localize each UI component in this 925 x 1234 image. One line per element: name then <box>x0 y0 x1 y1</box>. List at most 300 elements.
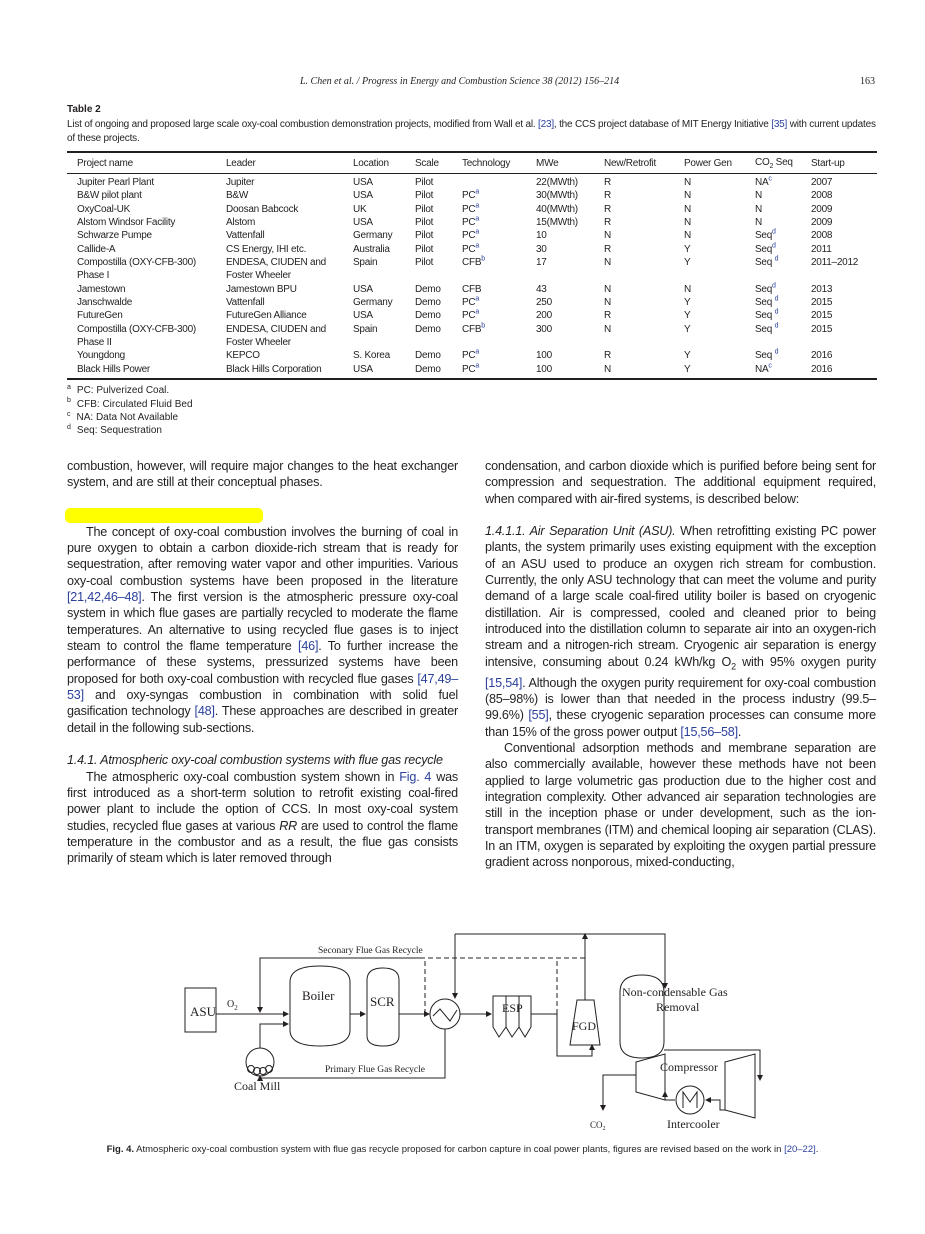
cell-text: 200 <box>536 310 552 322</box>
cell-mwe <box>526 283 594 296</box>
cell-location <box>343 229 405 242</box>
cell-new-retrofit <box>594 296 674 309</box>
cell-location <box>343 323 405 350</box>
cell-text: PC <box>462 190 476 202</box>
cell-leader <box>216 256 343 283</box>
footnote-mark-link[interactable]: a <box>475 362 480 370</box>
cell-startup <box>801 349 877 362</box>
cell-startup <box>801 296 877 309</box>
cell-startup <box>801 203 877 216</box>
cell-text: Y <box>684 350 691 362</box>
cell-text: 2015 <box>811 297 833 309</box>
cell-scale <box>405 363 452 379</box>
cell-scale <box>405 296 452 309</box>
text-run: Conventional adsorption methods and membrane separation are also commercially available, however these methods have not been applied to large volumetric gas production due to the higher cost and integration complexity. Other advanced air separation technologies are still in the inception phase or under development, such as the ion-transport membranes (ITM) and chemical looping air separation (CLAS). In an ITM, oxygen is separated by exploiting the oxygen partial pressure gradient across nonporous, mixed-conducting, <box>485 741 876 870</box>
header-power-gen: Power Gen <box>674 152 745 174</box>
table-row <box>67 283 877 296</box>
footnote-mark-link[interactable]: d <box>772 242 776 250</box>
cell-text: Janschwalde <box>77 297 133 309</box>
cell-text: Pilot <box>415 217 434 229</box>
footnote <box>67 398 877 411</box>
text-run: was first introduced as a short-term solution to retrofit existing coal-fired power plant to include the option of CCS. In most oxy-coal system studies, recycled flue gases at various <box>67 769 458 833</box>
cell-startup <box>801 309 877 322</box>
figure-caption-text: Atmospheric oxy-coal combustion system with flue gas recycle proposed for carbon capture in coal power plants, figures are revised based on the work in <box>134 1144 785 1155</box>
cell-text: Spain <box>353 323 378 335</box>
cell-text: Pilot <box>415 230 434 242</box>
citation-link[interactable]: [23] <box>538 119 554 130</box>
cell-startup <box>801 363 877 379</box>
cell-text: R <box>604 243 611 255</box>
cell-leader <box>216 243 343 256</box>
cell-mwe <box>526 189 594 202</box>
cell-text: Germany <box>353 230 393 242</box>
cell-text: R <box>604 203 611 215</box>
cell-text: N <box>604 257 611 269</box>
cell-mwe <box>526 256 594 283</box>
cell-mwe <box>526 349 594 362</box>
cell-co2-seq <box>745 189 801 202</box>
header-co2-text: CO <box>755 157 770 168</box>
footnote-mark-link[interactable]: b <box>481 322 485 330</box>
cell-location <box>343 216 405 229</box>
label-esp: ESP <box>502 1001 523 1015</box>
figure-caption-end: . <box>815 1144 819 1155</box>
cell-text: N <box>684 230 691 242</box>
cell-text: Y <box>684 310 691 322</box>
cell-text: Compostilla (OXY-CFB-300) Phase I <box>77 257 196 282</box>
running-head-citation: L. Chen et al. / Progress in Energy and Combustion Science 38 (2012) 156–214 <box>300 76 620 87</box>
cell-text: NA <box>755 363 769 375</box>
cell-leader <box>216 189 343 202</box>
footnote-mark-link[interactable]: d <box>774 322 779 330</box>
cell-text: S. Korea <box>353 350 390 362</box>
cell-location <box>343 243 405 256</box>
citation-link[interactable]: Fig. 4 <box>399 769 432 784</box>
cell-scale <box>405 323 452 350</box>
table-row <box>67 309 877 322</box>
footnote-mark-link[interactable]: c <box>768 175 772 183</box>
footnote-text: PC: Pulverized Coal. <box>76 385 170 397</box>
cell-text: KEPCO <box>226 350 260 362</box>
cell-technology <box>452 216 526 229</box>
cell-text: N <box>684 190 691 202</box>
citation-link[interactable]: [55] <box>528 708 549 723</box>
cell-co2-seq <box>745 323 801 350</box>
citation-link[interactable]: [21,42,46–48] <box>67 590 142 605</box>
footnote-mark-link[interactable]: a <box>475 189 480 197</box>
cell-project <box>67 349 216 362</box>
table-row <box>67 256 877 283</box>
cell-text: 2008 <box>811 190 833 202</box>
cell-power-gen <box>674 243 745 256</box>
cell-leader <box>216 323 343 350</box>
cell-co2-seq <box>745 283 801 296</box>
text-run: The concept of oxy-coal combustion involves the burning of coal in pure oxygen to obtain a carbon dioxide-rich stream that is ready for sequestration, after removing water vapor and other impurities. Various oxy-coal combustion systems have been proposed in the literature <box>67 524 458 588</box>
cell-mwe <box>526 216 594 229</box>
cell-text: Demo <box>415 283 441 295</box>
cell-project <box>67 363 216 379</box>
cell-text: N <box>755 203 762 215</box>
cell-startup <box>801 256 877 283</box>
cell-location <box>343 283 405 296</box>
section-subheading <box>67 752 458 768</box>
cell-text: 43 <box>536 283 547 295</box>
table-row <box>67 296 877 309</box>
cell-technology <box>452 174 526 190</box>
footnote-mark-link[interactable]: d <box>774 309 779 317</box>
cell-text: Demo <box>415 350 441 362</box>
cell-scale <box>405 229 452 242</box>
cell-technology <box>452 323 526 350</box>
cell-new-retrofit <box>594 256 674 283</box>
cell-technology <box>452 363 526 379</box>
cell-text: Australia <box>353 243 390 255</box>
text-run: 1.4.1.1. Air Separation Unit (ASU). <box>485 524 676 539</box>
cell-co2-seq <box>745 243 801 256</box>
label-compressor: Compressor <box>660 1060 718 1074</box>
cell-text: Black Hills Corporation <box>226 363 322 375</box>
cell-text: Seq <box>755 257 775 269</box>
cell-text: PC <box>462 297 476 309</box>
cell-text: CFB <box>462 283 482 295</box>
cell-text: Pilot <box>415 203 434 215</box>
text-run: condensation, and carbon dioxide which is purified before being sent for compression and sequestration. The additional equipment required, when compared with air-fired systems, is described below: <box>485 459 876 506</box>
text-run: . The first version is the atmospheric pressure oxy-coal system in which flue gases are partially recycled to moderate the flame temperatures. An alternative to using recycled flue gases is to inject steam to control the flame temperature <box>67 590 458 654</box>
cell-text: PC <box>462 243 476 255</box>
cell-new-retrofit <box>594 243 674 256</box>
intercooler-icon <box>676 1086 704 1114</box>
cell-text: Jupiter Pearl Plant <box>77 177 154 188</box>
table-row <box>67 203 877 216</box>
cell-text: USA <box>353 363 373 375</box>
cell-text: N <box>604 230 611 242</box>
footnote-mark-link[interactable]: a <box>475 229 480 237</box>
footnote-mark-link[interactable]: a <box>475 215 480 223</box>
cell-new-retrofit <box>594 216 674 229</box>
cell-text: Schwarze Pumpe <box>77 230 152 242</box>
text-run: . To further increase the performance of these systems, pressurized systems have been proposed for both oxy-coal combustion with recycled flue gases <box>67 639 459 686</box>
cell-project <box>67 189 216 202</box>
label-boiler: Boiler <box>302 988 335 1003</box>
citation-link[interactable]: [47,49–53] <box>67 671 458 703</box>
cell-project <box>67 203 216 216</box>
text-run: . Although the oxygen purity requirement for oxy-coal combustion (85–98%) is lower than that needed in the process industry (99.5–99.6%) <box>485 675 876 723</box>
cell-text: Y <box>684 243 691 255</box>
text-run: When retrofitting existing PC power plants, the system primarily uses existing equipment with the exception of an ASU used to produce an oxygen rich stream for combustion. Currently, the only ASU technology that can meet the volume and purity demand of a large scale coal-fired utility boiler is based on cryogenic distillation. Air is compressed, cooled and cleaned prior to being introduced into the distillation column to separate air into an oxygen-rich stream and a nitrogen-rich stream. Cryogenic air separation is energy intensive, consuming about 0.24 kWh/kg O <box>485 524 876 669</box>
cell-text: PC <box>462 230 476 242</box>
text-run: combustion, however, will require major changes to the heat exchanger system, and are still at their conceptual phases. <box>67 459 458 490</box>
cell-startup <box>801 189 877 202</box>
cell-co2-seq <box>745 309 801 322</box>
cell-text: ENDESA, CIUDEN and Foster Wheeler <box>226 323 326 349</box>
cell-scale <box>405 189 452 202</box>
cell-project <box>67 243 216 256</box>
cell-text: Alstom Windsor Facility <box>77 217 176 229</box>
citation-link[interactable]: [15,54] <box>485 675 523 690</box>
cell-text: Vattenfall <box>226 230 265 242</box>
footnote-mark-link[interactable]: b <box>481 255 485 263</box>
table-row <box>67 189 877 202</box>
header-location: Location <box>343 152 405 174</box>
cell-text: PC <box>462 363 476 375</box>
projects-table <box>67 151 877 380</box>
cell-location <box>343 174 405 190</box>
cell-co2-seq <box>745 203 801 216</box>
cell-leader <box>216 283 343 296</box>
cell-text: B&W <box>226 190 249 202</box>
footnote-mark: d <box>67 424 71 432</box>
cell-text: 40(MWth) <box>536 203 578 215</box>
cell-startup <box>801 229 877 242</box>
cell-text: N <box>755 217 762 229</box>
cell-power-gen <box>674 323 745 350</box>
footnote-mark-link[interactable]: a <box>475 202 480 210</box>
cell-text: 2013 <box>811 283 833 295</box>
cell-text: USA <box>353 310 373 322</box>
cell-project <box>67 323 216 350</box>
text-run: 1.4.1. Atmospheric oxy-coal combustion systems with flue gas recycle <box>67 753 443 768</box>
cell-mwe <box>526 309 594 322</box>
citation-link[interactable]: [48] <box>194 704 215 719</box>
cell-power-gen <box>674 174 745 190</box>
cell-location <box>343 349 405 362</box>
figure-4-process-diagram <box>170 925 800 1135</box>
header-project: Project name <box>67 152 216 174</box>
cell-text: Seq <box>755 297 775 309</box>
cell-mwe <box>526 323 594 350</box>
boiler-vessel <box>290 966 350 1046</box>
header-startup: Start-up <box>801 152 877 174</box>
cell-text: NA <box>755 177 769 188</box>
cell-text: N <box>604 297 611 309</box>
table-block <box>67 103 877 438</box>
right-text-column <box>485 458 876 871</box>
label-co2: $CO_2$ <box>590 1120 606 1132</box>
cell-power-gen <box>674 229 745 242</box>
cell-scale <box>405 349 452 362</box>
cell-power-gen <box>674 349 745 362</box>
cell-text: Spain <box>353 257 378 269</box>
footnote-mark-link[interactable]: a <box>475 309 480 317</box>
cell-power-gen <box>674 203 745 216</box>
cell-new-retrofit <box>594 363 674 379</box>
cell-text: ENDESA, CIUDEN and Foster Wheeler <box>226 257 326 282</box>
cell-leader <box>216 309 343 322</box>
cell-text: Seq <box>755 310 775 322</box>
footnote-mark-link[interactable]: d <box>772 229 776 237</box>
table-row <box>67 349 877 362</box>
cell-text: 2007 <box>811 177 833 188</box>
citation-link[interactable]: [35] <box>771 119 788 130</box>
cell-project <box>67 229 216 242</box>
footnote-mark-link[interactable]: a <box>475 295 480 303</box>
footnote-mark-link[interactable]: d <box>774 295 779 303</box>
footnote-mark: b <box>67 397 71 405</box>
cell-co2-seq <box>745 174 801 190</box>
cell-technology <box>452 243 526 256</box>
cell-text: USA <box>353 283 373 295</box>
cell-text: Vattenfall <box>226 297 265 309</box>
cell-text: N <box>684 177 691 188</box>
cell-text: R <box>604 190 611 202</box>
cell-text: 300 <box>536 323 552 335</box>
cell-technology <box>452 309 526 322</box>
cell-mwe <box>526 174 594 190</box>
cell-new-retrofit <box>594 283 674 296</box>
cell-leader <box>216 349 343 362</box>
paragraph <box>67 524 458 736</box>
figure-caption <box>0 1144 925 1155</box>
cell-location <box>343 189 405 202</box>
label-primary-recycle: Primary Flue Gas Recycle <box>325 1065 425 1075</box>
cell-text: CFB <box>462 323 482 335</box>
cell-text: R <box>604 310 611 322</box>
text-run: , the CCS project database of MIT Energy Initiative <box>553 119 772 130</box>
label-asu: ASU <box>190 1004 217 1019</box>
footnote-mark: c <box>67 410 71 418</box>
cell-text: Demo <box>415 310 441 322</box>
cell-text: Seq <box>755 243 773 255</box>
cell-technology <box>452 283 526 296</box>
label-fgd: FGD <box>572 1019 597 1033</box>
cell-power-gen <box>674 216 745 229</box>
cell-text: 2015 <box>811 323 833 335</box>
cell-scale <box>405 203 452 216</box>
text-run: The atmospheric oxy-coal combustion system shown in <box>86 769 400 784</box>
cell-startup <box>801 243 877 256</box>
footnote-mark-link[interactable]: a <box>475 242 480 250</box>
cell-text: Compostilla (OXY-CFB-300) Phase II <box>77 323 196 349</box>
cell-location <box>343 363 405 379</box>
cell-text: Youngdong <box>77 350 125 362</box>
header-scale: Scale <box>405 152 452 174</box>
cell-power-gen <box>674 296 745 309</box>
footnote-mark-link[interactable]: c <box>768 362 772 370</box>
footnote-mark-link[interactable]: a <box>475 349 480 357</box>
cell-text: Black Hills Power <box>77 363 150 375</box>
cell-project <box>67 283 216 296</box>
cell-co2-seq <box>745 296 801 309</box>
cell-co2-seq <box>745 363 801 379</box>
cell-co2-seq <box>745 349 801 362</box>
cell-text: Y <box>684 257 691 269</box>
cell-text: Pilot <box>415 177 434 188</box>
cell-text: FutureGen <box>77 310 123 322</box>
figure-caption-label: Fig. 4. <box>106 1144 135 1155</box>
cell-power-gen <box>674 283 745 296</box>
cell-mwe <box>526 203 594 216</box>
header-mwe: MWe <box>526 152 594 174</box>
header-co2-seq <box>745 152 801 174</box>
cell-text: Demo <box>415 297 441 309</box>
cell-technology <box>452 229 526 242</box>
cell-scale <box>405 174 452 190</box>
cell-text: N <box>684 217 691 229</box>
cell-text: PC <box>462 310 476 322</box>
cell-text: 2011–2012 <box>811 257 859 269</box>
label-ncg-line1: Non-condensable Gas <box>622 985 728 999</box>
cell-mwe <box>526 296 594 309</box>
cell-text: Demo <box>415 363 441 375</box>
cell-text: FutureGen Alliance <box>226 310 307 322</box>
cell-scale <box>405 256 452 283</box>
cell-project <box>67 174 216 190</box>
cell-text: 10 <box>536 230 547 242</box>
cell-power-gen <box>674 189 745 202</box>
cell-co2-seq <box>745 256 801 283</box>
footnote-mark-link[interactable]: d <box>774 255 779 263</box>
cell-new-retrofit <box>594 229 674 242</box>
paragraph <box>485 458 876 507</box>
table-row <box>67 216 877 229</box>
figure-caption-reference-link[interactable]: [20–22] <box>784 1144 816 1155</box>
cell-text: Jupiter <box>226 177 255 188</box>
paragraph <box>485 523 876 740</box>
cell-text: 30 <box>536 243 547 255</box>
cell-text: PC <box>462 217 476 229</box>
cell-project <box>67 256 216 283</box>
label-secondary-recycle: Seconary Flue Gas Recycle <box>318 946 423 956</box>
footnote-mark: a <box>67 383 71 391</box>
footnote-mark-link[interactable]: d <box>774 349 779 357</box>
paragraph <box>485 740 876 871</box>
cell-power-gen <box>674 309 745 322</box>
cell-text: 2016 <box>811 363 833 375</box>
cell-text: Demo <box>415 323 441 335</box>
cell-text: 2008 <box>811 230 833 242</box>
citation-link[interactable]: [15,56–58] <box>680 724 738 739</box>
cell-text: 2009 <box>811 203 833 215</box>
header-technology: Technology <box>452 152 526 174</box>
cell-text: R <box>604 177 611 188</box>
cell-text: 2009 <box>811 217 833 229</box>
cell-text: N <box>604 363 611 375</box>
cell-text: N <box>604 323 611 335</box>
cell-text: 250 <box>536 297 552 309</box>
cell-text: PC <box>462 203 476 215</box>
cell-text: 100 <box>536 350 552 362</box>
footnote-text: NA: Data Not Available <box>76 411 179 423</box>
table-row <box>67 243 877 256</box>
cell-text: Jamestown BPU <box>226 283 297 295</box>
header-seq-text: Seq <box>773 157 793 168</box>
cell-text: Pilot <box>415 190 434 202</box>
table-header-row <box>67 152 877 174</box>
citation-link[interactable]: [46] <box>298 639 319 654</box>
cell-technology <box>452 189 526 202</box>
paragraph <box>67 769 458 867</box>
cell-text: 2016 <box>811 350 833 362</box>
cell-text: Germany <box>353 297 393 309</box>
header-leader: Leader <box>216 152 343 174</box>
cell-text: 2011 <box>811 243 832 255</box>
cell-scale <box>405 243 452 256</box>
cell-text: B&W pilot plant <box>77 190 142 202</box>
cell-leader <box>216 174 343 190</box>
cell-text: Y <box>684 363 691 375</box>
cell-project <box>67 296 216 309</box>
table-row <box>67 363 877 379</box>
cell-text: 100 <box>536 363 552 375</box>
cell-startup <box>801 323 877 350</box>
cell-text: R <box>604 217 611 229</box>
footnote-mark-link[interactable]: d <box>772 282 776 290</box>
text-run: , these cryogenic separation processes can consume more than 15% of the gross power output <box>485 708 876 739</box>
cell-text: USA <box>353 190 373 202</box>
cell-leader <box>216 363 343 379</box>
text-run: with 95% oxygen purity <box>735 654 876 669</box>
text-run: are used to control the flame temperature in the combustor and as a result, the flue gas consists primarily of steam which is later removed through <box>67 818 458 866</box>
